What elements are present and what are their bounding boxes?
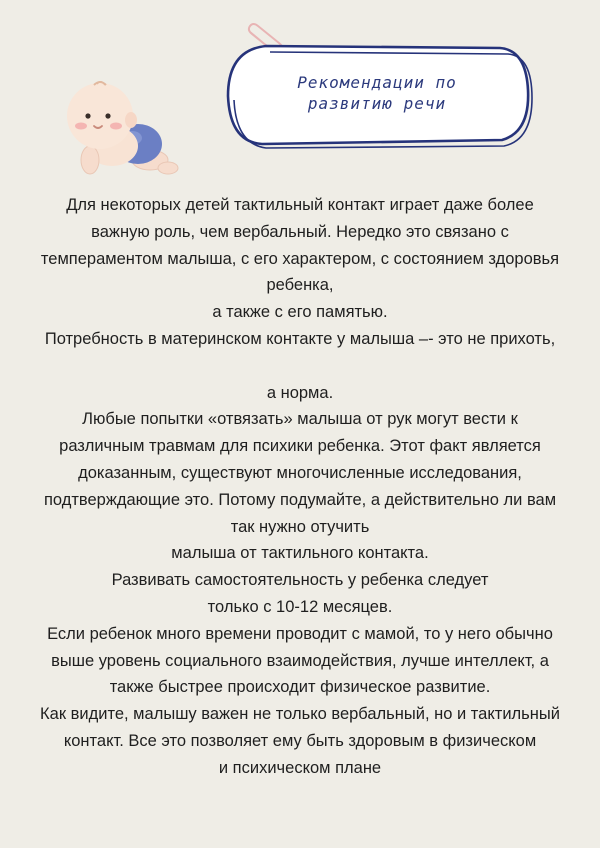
body-line: выше уровень социального взаимодействия, лучше интеллект, а: [51, 651, 549, 670]
body-text: [12, 192, 588, 782]
baby-illustration: [50, 72, 185, 182]
body-line: доказанным, существуют многочисленные исследования,: [78, 463, 522, 482]
body-line: и психическом плане: [218, 758, 382, 777]
body-line: ребенка,: [266, 276, 334, 295]
body-line: а норма.: [266, 383, 334, 402]
page-title: [252, 72, 502, 114]
body-blank-line: [12, 353, 588, 380]
body-line: подтверждающие это. Потому подумайте, а действительно ли вам: [43, 490, 557, 509]
body-line: важную роль, чем вербальный. Нередко это связано с: [91, 222, 509, 241]
body-line: а также с его памятью.: [212, 303, 388, 322]
body-line: Для некоторых детей тактильный контакт играет даже более: [66, 196, 534, 214]
body-line: Развивать самостоятельность у ребенка следует: [111, 571, 489, 590]
body-line: Как видите, малышу важен не только вербальный, но и тактильный: [40, 705, 560, 724]
body-line: Потребность в материнском контакте у малыша –- это не прихоть,: [44, 329, 556, 348]
title-line-1: Рекомендации по: [297, 73, 457, 92]
body-line: также быстрее происходит физическое развитие.: [109, 678, 491, 697]
body-line: контакт. Все это позволяет ему быть здоровым в физическом: [63, 731, 537, 750]
body-line: Любые попытки «отвязать» малыша от рук могут вести к: [82, 410, 518, 429]
body-line: различным травмам для психики ребенка. Этот факт является: [59, 437, 541, 456]
body-line: только с 10-12 месяцев.: [207, 597, 393, 616]
body-line: Если ребенок много времени проводит с мамой, то у него обычно: [47, 624, 553, 643]
body-line: малыша от тактильного контакта.: [171, 544, 429, 563]
title-line-2: развитию речи: [307, 94, 447, 113]
body-line: темпераментом малыша, с его характером, с состоянием здоровья: [40, 249, 560, 268]
body-line: так нужно отучить: [230, 517, 370, 536]
header: [0, 0, 600, 190]
